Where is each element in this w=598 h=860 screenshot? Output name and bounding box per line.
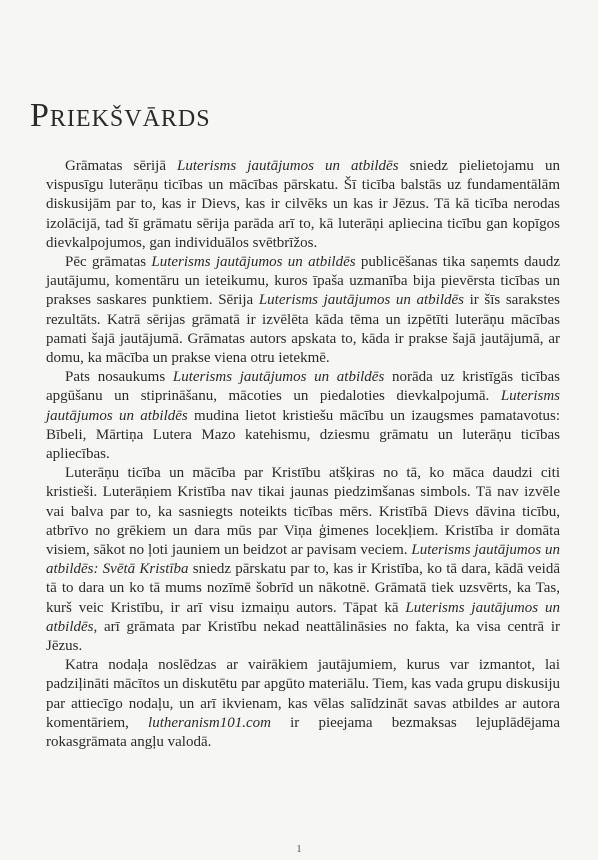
text-run: Katra nodaļa noslēdzas ar vairākiem jautājumiem, kurus var izmantot, lai padziļināti mācītos un diskutētu par apgūto materiālu. Tiem, kas vada grupu diskusiju par attiecīgo nodaļu, un arī ikvienam, kas vēlas salīdzināt savas atbildes ar autora komentāriem, — [46, 657, 560, 731]
text-run: publicēšanas tika saņemts daudz jautājumu, komentāru un ieteikumu, kuros īpaša uzmanība bija pievērsta ticības un prakses saskares punktiem. Sērija — [46, 254, 560, 309]
text-run: Grāmatas sērijā — [65, 158, 178, 174]
page-number: 1 — [296, 843, 302, 855]
book-series-title: Luterisms jautājumos un atbildēs — [258, 292, 464, 309]
book-series-title: Luterisms jautājumos un atbildēs — [177, 158, 399, 174]
preface-body — [46, 157, 560, 752]
text-run: mudina lietot kristiešu mācību un izaugsmes pamatavotus: Bībeli, Mārtiņa Lutera Mazo katehismu, dziesmu grāmatu un luterāņu ticības apliecības. — [46, 407, 561, 463]
text-run: ir šīs sarakstes rezultāts. Katrā sērijas grāmatā ir izvēlēta kāda tēma un izpētīti luterāņu mācības pamati šajā jautājumā. Grāmatas autors apskata to, kāda ir prakse šajā jautājumā, ar domu, ka mācība un prakse viena otru ietekmē. — [46, 292, 560, 367]
paragraph-3 — [46, 368, 560, 464]
page-title: Priekšvārds — [30, 97, 211, 134]
text-run: ir pieejama bezmaksas lejuplādējama rokasgrāmata angļu valodā. — [46, 714, 560, 751]
book-series-title: Luterisms jautājumos un atbildēs — [151, 254, 356, 271]
paragraph-2 — [46, 253, 560, 368]
paragraph-5 — [46, 656, 560, 752]
text-run: sniedz pielietojamu un vispusīgu luterāņu ticības un mācības pārskatu. Šī ticība balstās uz fundamentālām diskusijām par to, kas ir Dievs, kas ir cilvēks un kas ir Jēzus. Tā kā ticība nerodas izolācijā, tad šī grāmatu sērija parāda arī to, kā luterāņi apliecina ticību gan kopīgos dievkalpojumos, gan individuālos svētbrīžos. — [46, 158, 560, 251]
website-url: lutheranism101.com — [148, 714, 271, 731]
book-series-title: Luterisms jautājumos un atbildēs — [46, 599, 560, 635]
text-run: Pats nosaukums — [65, 369, 173, 386]
book-title: Luterisms jautājumos un atbildēs: Svētā Kristība — [46, 542, 560, 578]
book-series-title: Luterisms jautājumos un atbildēs — [46, 388, 560, 424]
text-run: Luterāņu ticība un mācība par Kristību atšķiras no tā, ko māca daudzi citi kristieši. Luterāņiem Kristība nav tikai jaunas piedzimšanas simbols. Tā nav izvēle vai balva par to, ka sasniegts noteikts ticības mērs. Kristībā Dievs dāvina ticību, atbrīvo no grēkiem un dara mūs par Viņa ģimenes locekļiem. Kristība ir domāta visiem, sākot no ļoti jauniem un beidzot ar pavisam veciem. — [46, 465, 560, 559]
text-run: sniedz pārskatu par to, kas ir Kristība, ko tā dara, kādā veidā tā to dara un ko tā mums nozīmē šobrīd un nākotnē. Grāmatā tiek uzsvērts, ka Tas, kurš veic Kristību, ir arī visu izmaiņu autors. Tāpat kā — [46, 561, 560, 616]
paragraph-4 — [46, 464, 560, 656]
paragraph-1 — [46, 157, 560, 253]
text-run: norāda uz kristīgās ticības apgūšanu un stiprināšanu, mācoties un piedaloties dievkalpojumā. — [46, 369, 560, 405]
book-series-title: Luterisms jautājumos un atbildēs — [172, 369, 385, 386]
text-run: Pēc grāmatas — [65, 254, 152, 271]
text-run: , arī grāmata par Kristību nekad neattālināsies no fakta, ka visa centrā ir Jēzus. — [46, 618, 560, 655]
